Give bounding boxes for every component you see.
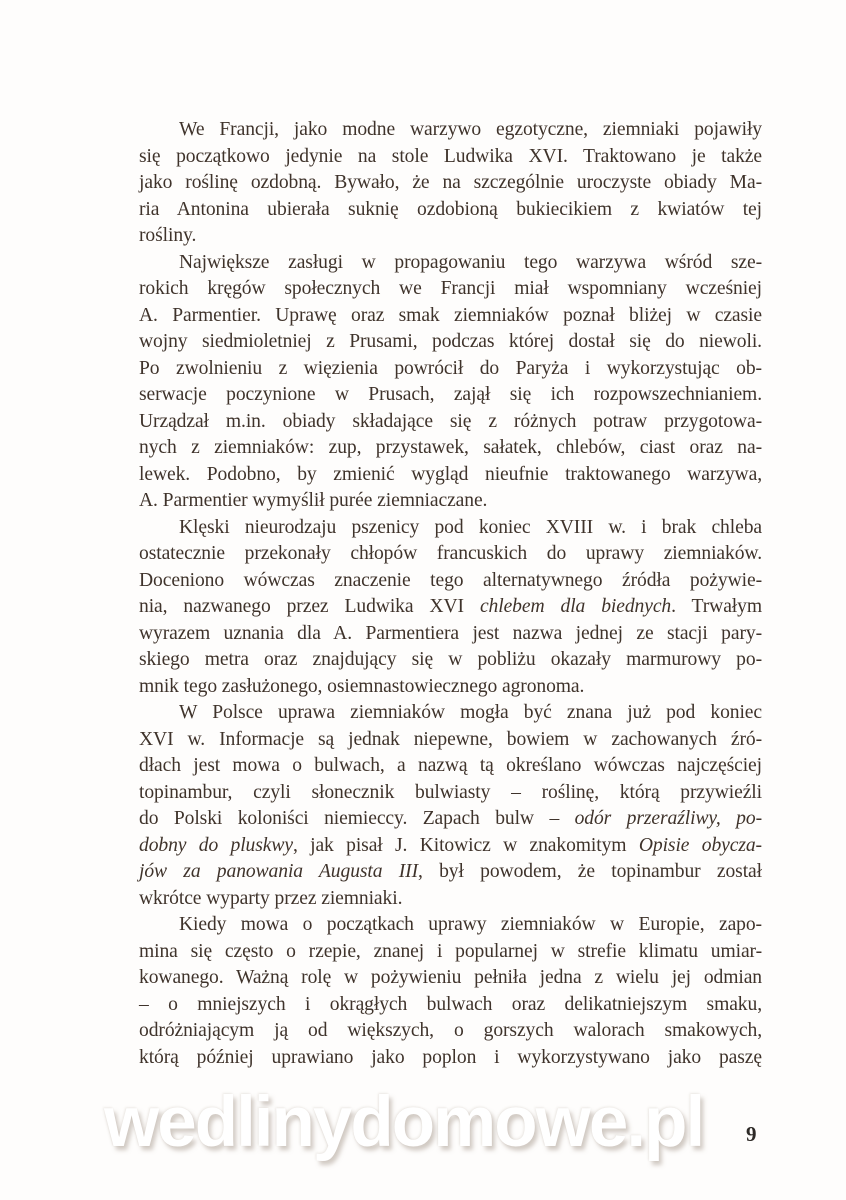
- text-line: wkrótce wyparty przez ziemniaki.: [139, 887, 403, 909]
- paragraph: [139, 515, 762, 701]
- text-line: ostatecznie przekonały chłopów francuskich do uprawy ziemniaków.: [139, 543, 762, 564]
- text-line: Największe zasługi w propagowaniu tego warzywa wśród sze-: [179, 251, 762, 273]
- text-line: jów za panowania Augusta III, był powodem, że topinambur został: [139, 861, 762, 882]
- text-line: ria Antonina ubierała suknię ozdobioną bukiecikiem z kwiatów tej: [139, 198, 762, 220]
- text-line: rośliny.: [139, 225, 197, 246]
- text-line: mina się często o rzepie, znanej i popularnej w strefie klimatu umiar-: [139, 940, 762, 962]
- text-line: W Polsce uprawa ziemniaków mogła być znana już pod koniec: [179, 702, 762, 723]
- paragraph: [139, 912, 762, 1071]
- page-number: 9: [746, 1122, 757, 1146]
- text-line: Urządzał m.in. obiady składające się z różnych potraw przygotowa-: [139, 410, 762, 432]
- text-line: lewek. Podobno, by zmienić wygląd nieufnie traktowanego warzywa,: [139, 463, 762, 485]
- text-line: nych z ziemniaków: zup, przystawek, sałatek, chlebów, ciast oraz na-: [139, 437, 762, 458]
- text-line: rokich kręgów społecznych we Francji miał wspomniany wcześniej: [139, 278, 762, 299]
- paragraph: [139, 250, 762, 515]
- text-line: Klęski nieurodzaju pszenicy pod koniec XVIII w. i brak chleba: [179, 516, 762, 538]
- text-line: Kiedy mowa o początkach uprawy ziemniaków w Europie, zapo-: [179, 914, 762, 935]
- text-line: We Francji, jako modne warzywo egzotyczne, ziemniaki pojawiły: [179, 119, 762, 140]
- text-line: – o mniejszych i okrągłych bulwach oraz delikatniejszym smaku,: [139, 993, 762, 1015]
- text-line: którą później uprawiano jako poplon i wykorzystywano jako paszę: [139, 1046, 762, 1068]
- text-line: do Polski koloniści niemieccy. Zapach bulw – odór przeraźliwy, po-: [139, 808, 762, 829]
- text-line: się początkowo jedynie na stole Ludwika XVI. Traktowano je także: [139, 145, 762, 167]
- paragraph: [139, 700, 762, 912]
- text-line: mnik tego zasłużonego, osiemnastowiecznego agronoma.: [139, 675, 585, 697]
- text-line: odróżniającym ją od większych, o gorszych walorach smakowych,: [139, 1020, 762, 1041]
- text-line: serwacje poczynione w Prusach, zajął się ich rozpowszechnianiem.: [139, 384, 762, 405]
- text-line: skiego metra oraz znajdujący się w pobliżu okazały marmurowy po-: [139, 649, 762, 670]
- text-line: kowanego. Ważną rolę w pożywieniu pełniła jedna z wielu jej odmian: [139, 967, 762, 988]
- text-line: topinambur, czyli słonecznik bulwiasty – roślinę, którą przywieźli: [139, 781, 762, 803]
- text-line: jako roślinę ozdobną. Bywało, że na szczególnie uroczyste obiady Ma-: [139, 172, 762, 193]
- text-line: wyrazem uznania dla A. Parmentiera jest nazwa jednej ze stacji pary-: [139, 622, 762, 644]
- text-line: wojny siedmioletniej z Prusami, podczas której dostał się do niewoli.: [139, 331, 762, 352]
- text-line: dobny do pluskwy, jak pisał J. Kitowicz w znakomitym Opisie obycza-: [139, 834, 762, 856]
- paragraph: [139, 117, 762, 250]
- text-line: Doceniono wówczas znaczenie tego alternatywnego źródła pożywie-: [139, 569, 762, 591]
- text-line: XVI w. Informacje są jednak niepewne, bowiem w zachowanych źró-: [139, 728, 762, 750]
- text-line: A. Parmentier. Uprawę oraz smak ziemniaków poznał bliżej w czasie: [139, 304, 762, 326]
- watermark-text: wedlinydomowe.pl: [104, 1083, 704, 1162]
- text-line: A. Parmentier wymyślił purée ziemniaczane.: [139, 490, 488, 511]
- text-line: dłach jest mowa o bulwach, a nazwą tą określano wówczas najczęściej: [139, 755, 762, 776]
- page-text: [139, 117, 762, 1071]
- text-line: Po zwolnieniu z więzienia powrócił do Paryża i wykorzystując ob-: [139, 357, 762, 379]
- text-line: nia, nazwanego przez Ludwika XVI chlebem dla biednych. Trwałym: [139, 596, 762, 617]
